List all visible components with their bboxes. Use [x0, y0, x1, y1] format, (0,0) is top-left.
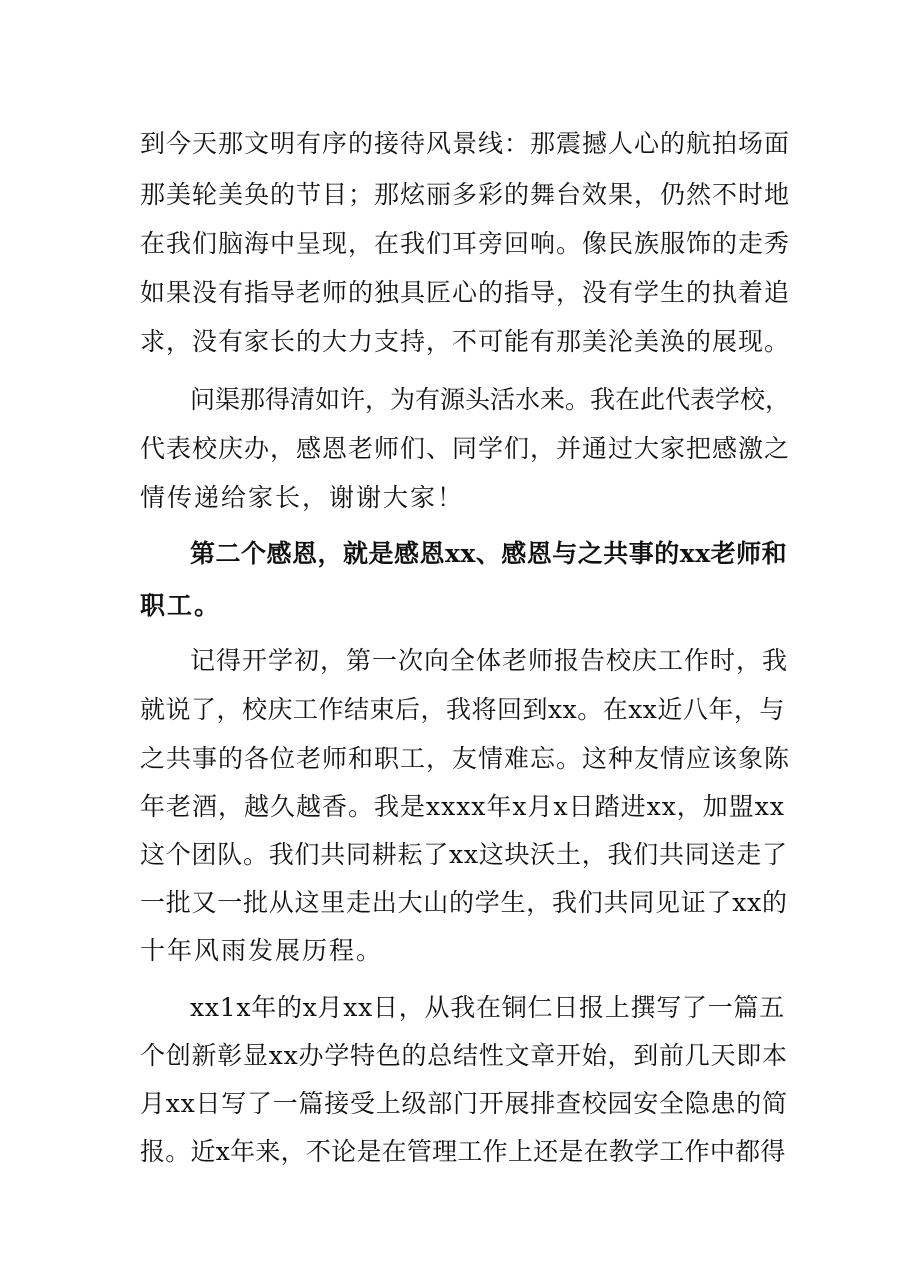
paragraph-4-line-6: 一批又一批从这里走出大山的学生，我们共同见证了xx的: [140, 888, 788, 917]
paragraph-2-line-1: 问渠那得清如许，为有源头活水来。我在此代表学校，: [190, 385, 791, 414]
paragraph-5-line-3: 月xx日写了一篇接受上级部门开展排查校园安全隐患的简: [140, 1089, 788, 1118]
paragraph-2-line-3: 情传递给家长，谢谢大家！: [140, 483, 465, 512]
paragraph-4-line-2: 就说了，校庆工作结束后，我将回到xx。在xx近八年，与: [140, 695, 785, 724]
paragraph-4-line-7: 十年风雨发展历程。: [140, 936, 384, 965]
paragraph-1-line-1: 到今天那文明有序的接待风景线：那震撼人心的航拍场面: [140, 129, 791, 158]
paragraph-5-line-1: xx1x年的x月xx日，从我在铜仁日报上撰写了一篇五: [190, 993, 786, 1022]
paragraph-5-line-2: 个创新彰显xx办学特色的总结性文章开始，到前几天即本: [140, 1041, 788, 1070]
paragraph-4-line-4: 年老酒，越久越香。我是xxxx年x月x日踏进xx，加盟xx: [140, 792, 785, 821]
paragraph-4-line-3: 之共事的各位老师和职工，友情难忘。这种友情应该象陈: [140, 744, 791, 773]
paragraph-1-line-2: 那美轮美奂的节目；那炫丽多彩的舞台效果，仍然不时地: [140, 180, 791, 209]
heading-line-2: 职工。: [140, 591, 222, 620]
paragraph-4-line-1: 记得开学初，第一次向全体老师报告校庆工作时，我: [190, 646, 789, 675]
paragraph-2-line-2: 代表校庆办，感恩老师们、同学们，并通过大家把感激之: [140, 434, 791, 463]
paragraph-5-line-4: 报。近x年来，不论是在管理工作上还是在教学工作中都得: [140, 1137, 786, 1166]
paragraph-1-line-4: 如果没有指导老师的独具匠心的指导，没有学生的执着追: [140, 278, 791, 307]
heading-line-1: 第二个感恩，就是感恩xx、感恩与之共事的xx老师和: [190, 539, 788, 568]
paragraph-1-line-5: 求，没有家长的大力支持，不可能有那美沦美涣的展现。: [140, 327, 791, 356]
paragraph-1-line-3: 在我们脑海中呈现，在我们耳旁回响。像民族服饰的走秀: [140, 229, 791, 258]
paragraph-4-line-5: 这个团队。我们共同耕耘了xx这块沃土，我们共同送走了: [140, 840, 788, 869]
